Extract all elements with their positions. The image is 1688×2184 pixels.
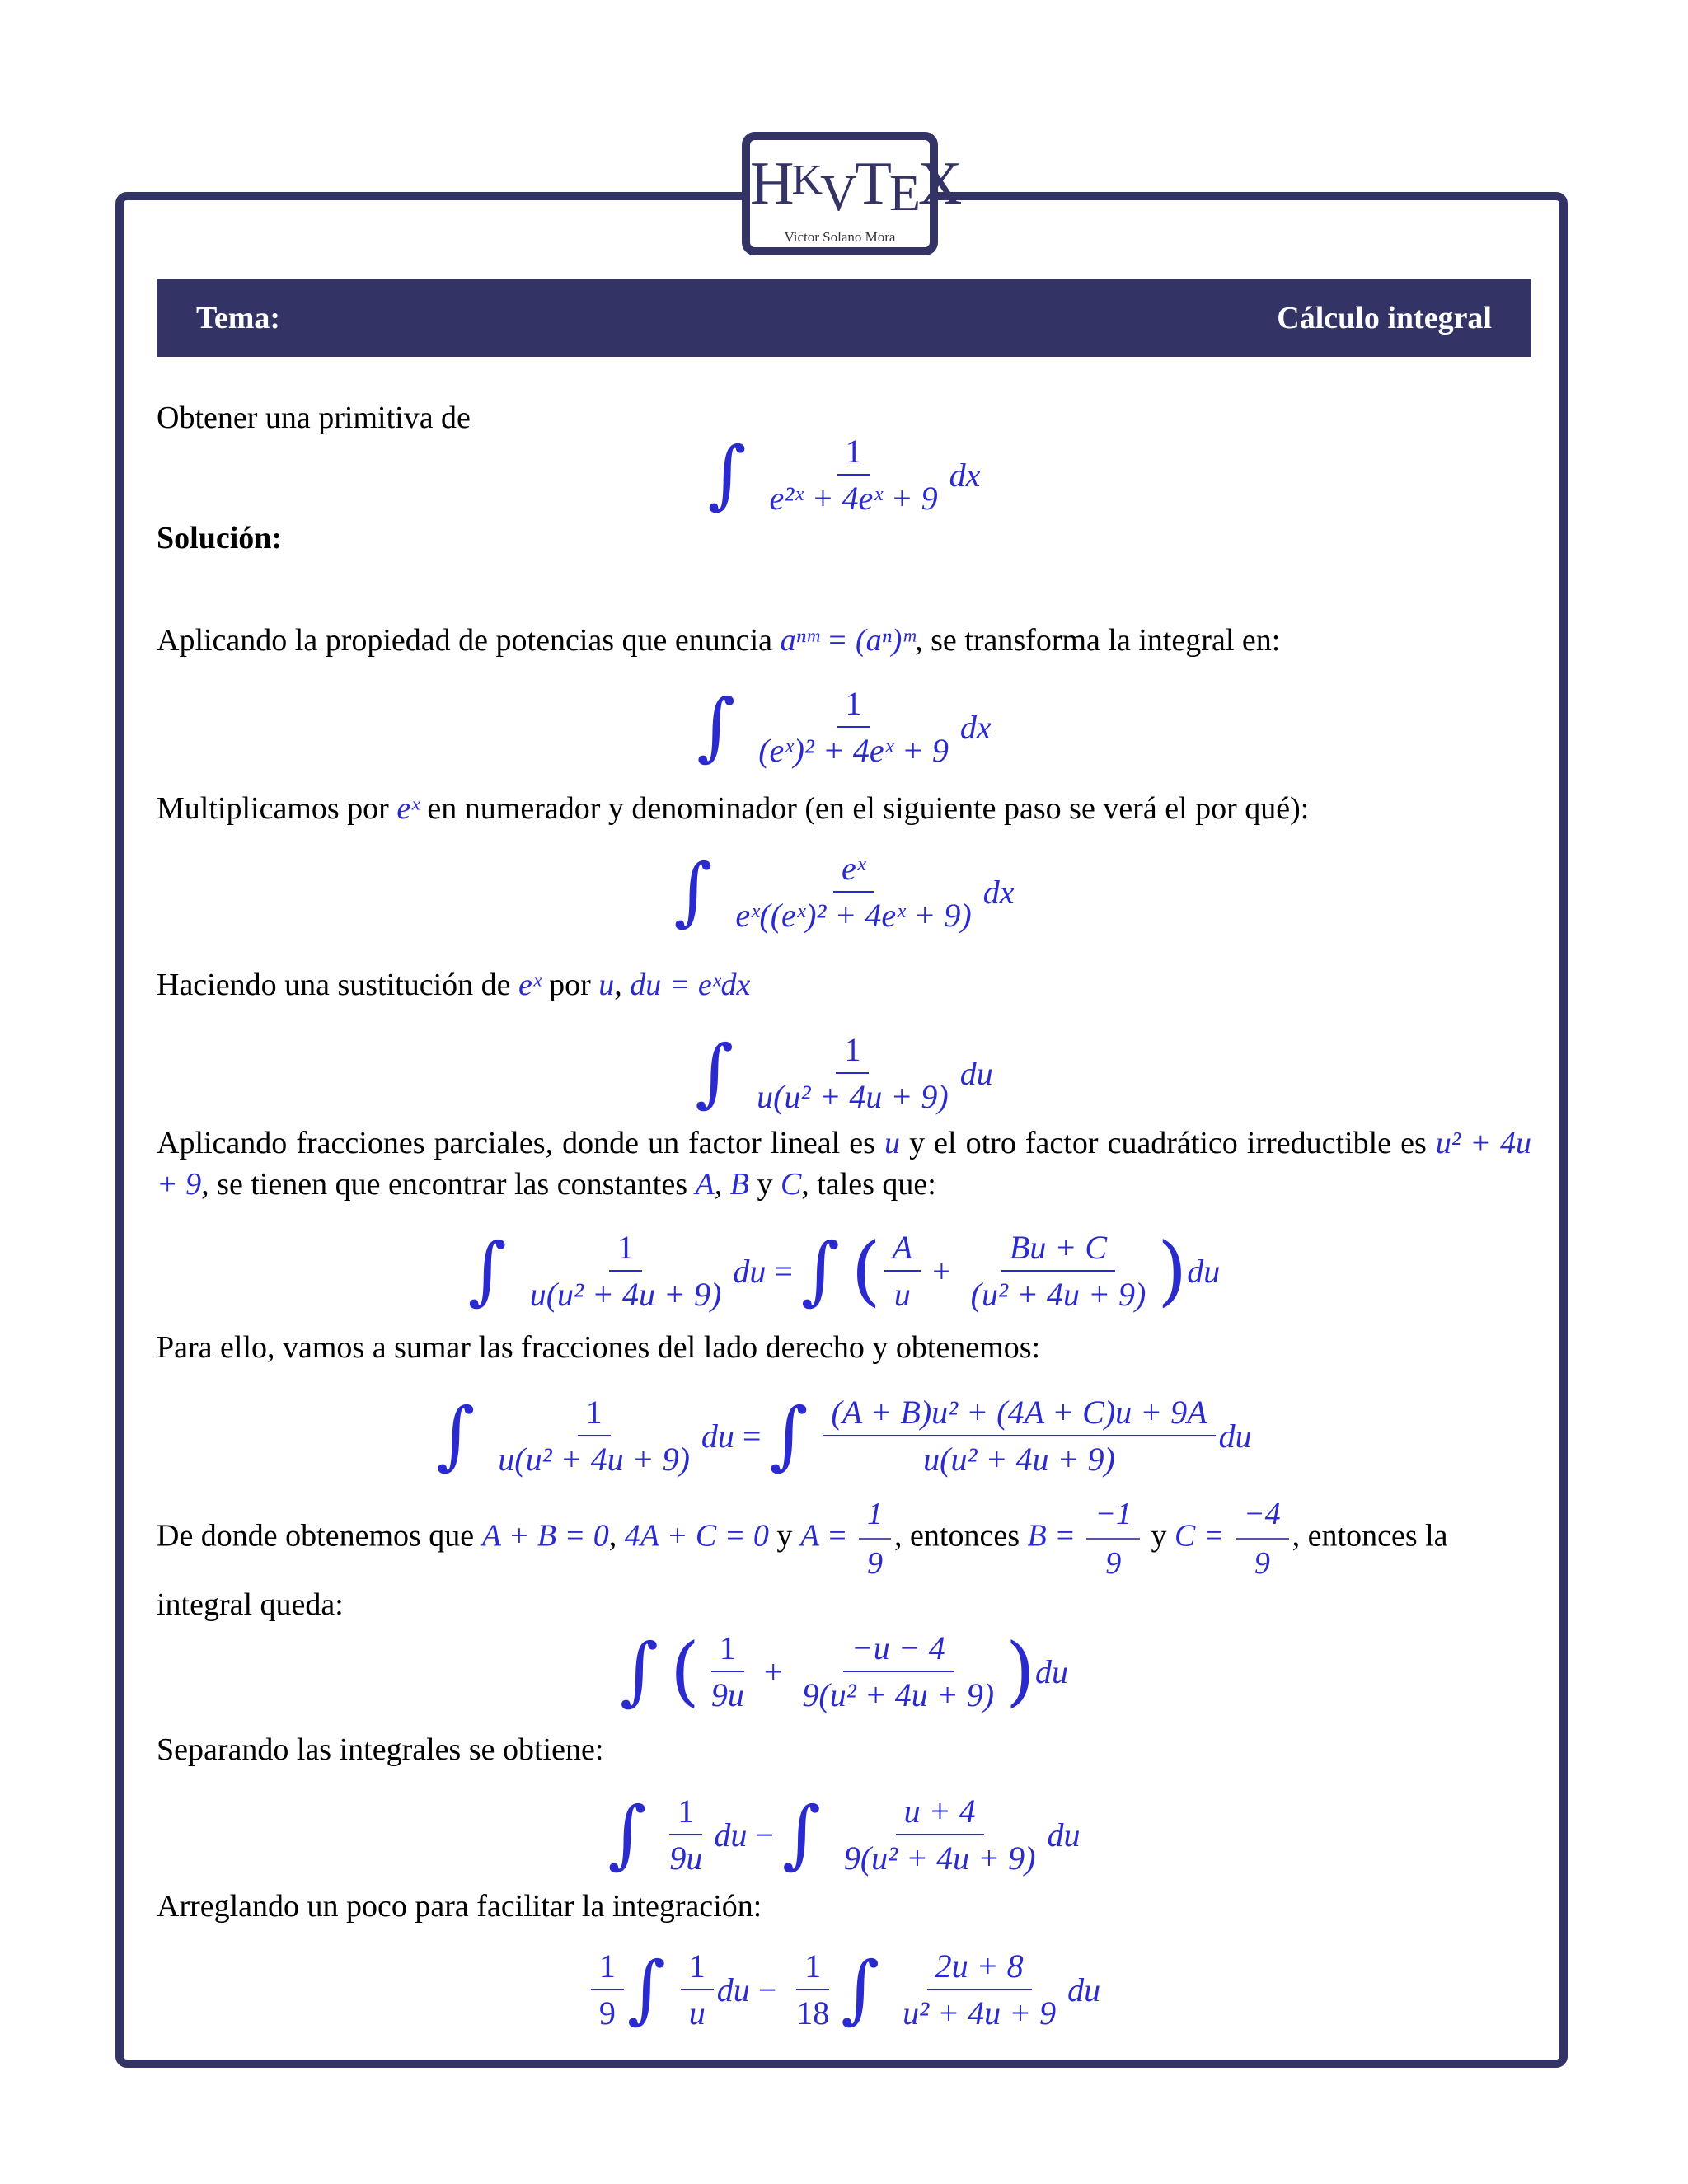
equation-4: ∫ $\frac{1}{\text{u(u² + 4u + 9)}}$ du	[695, 1029, 993, 1116]
logo-wordmark: HKVTEX	[750, 150, 960, 222]
paragraph-2: Multiplicamos por eˣ en numerador y denominador (en el siguiente paso se verá el por qué):	[157, 791, 1310, 826]
paragraph-8: Arreglando un poco para facilitar la integración:	[157, 1889, 762, 1924]
paragraph-6: De donde obtenemos que A + B = 0, 4A + C = 0 y A = $\frac{1}{9}$ , entonces B = $\frac{-1}{9}$ y C = $\frac{-4}{9}$ , entonces la integral queda:	[157, 1493, 1531, 1625]
equation-7: ∫ ( $\frac{1}{9u}$ + $\frac{-u - 4}{\text{9(u² + 4u + 9)}}$ ) du	[620, 1627, 1068, 1715]
paragraph-7: Separando las integrales se obtiene:	[157, 1732, 604, 1767]
paragraph-5: Para ello, vamos a sumar las fracciones del lado derecho y obtenemos:	[157, 1330, 1041, 1365]
paragraph-3: Haciendo una sustitución de eˣ por u, du = eˣdx	[157, 968, 751, 1002]
equation-9: $\frac{1}{9}$ ∫ $\frac{1}{u}$ du − $\frac{1}{18}$ ∫ $\frac{2u + 8}{\text{u² + 4u + 9}}$ du	[157, 1947, 1531, 2032]
intro-text: Obtener una primitiva de	[157, 401, 471, 435]
solution-heading: Solución:	[157, 521, 283, 555]
equation-3: ∫ $\frac{\text{eˣ}}{\text{eˣ((eˣ)² + 4eˣ + 9)}}$ dx	[673, 848, 1015, 935]
topic-label: Tema:	[196, 300, 281, 335]
logo	[742, 132, 960, 255]
equation-5: ∫ $\frac{1}{\text{u(u² + 4u + 9)}}$ du = ∫ ( $\frac{A}{u}$ + $\frac{Bu + C}{\text{(u² + 4u + 9)}}$ ) du	[467, 1226, 1221, 1315]
equation-2: ∫ $\frac{1}{\text{(eˣ)² + 4eˣ + 9}}$ dx	[696, 683, 992, 770]
paragraph-4: Aplicando fracciones parciales, donde un factor lineal es u y el otro factor cuadrático irreductible es u² + 4u + 9, se tienen que encontrar las constantes A, B y C, tales que:	[157, 1126, 1531, 1202]
paragraph-1: Aplicando la propiedad de potencias que enuncia aⁿᵐ = (aⁿ)ᵐ, se transforma la integral en:	[157, 623, 1281, 658]
equation-1: ∫ $\frac{1}{\text{e²ˣ + 4eˣ + 9}}$ dx	[707, 431, 981, 518]
logo-author: Victor Solano Mora	[784, 229, 896, 245]
equation-8: ∫ $\frac{1}{9u}$ du − ∫ $\frac{u + 4}{\text{9(u² + 4u + 9)}}$ du	[607, 1791, 1081, 1877]
topic-bar	[157, 279, 1531, 357]
topic-value: Cálculo integral	[1277, 300, 1492, 335]
equation-6: ∫ $\frac{1}{\text{u(u² + 4u + 9)}}$ du = ∫ $\frac{\text{(A + B)u² + (4A + C)u + 9A}}{\text{u(u² + 4u + 9)}}$ du	[436, 1392, 1252, 1479]
